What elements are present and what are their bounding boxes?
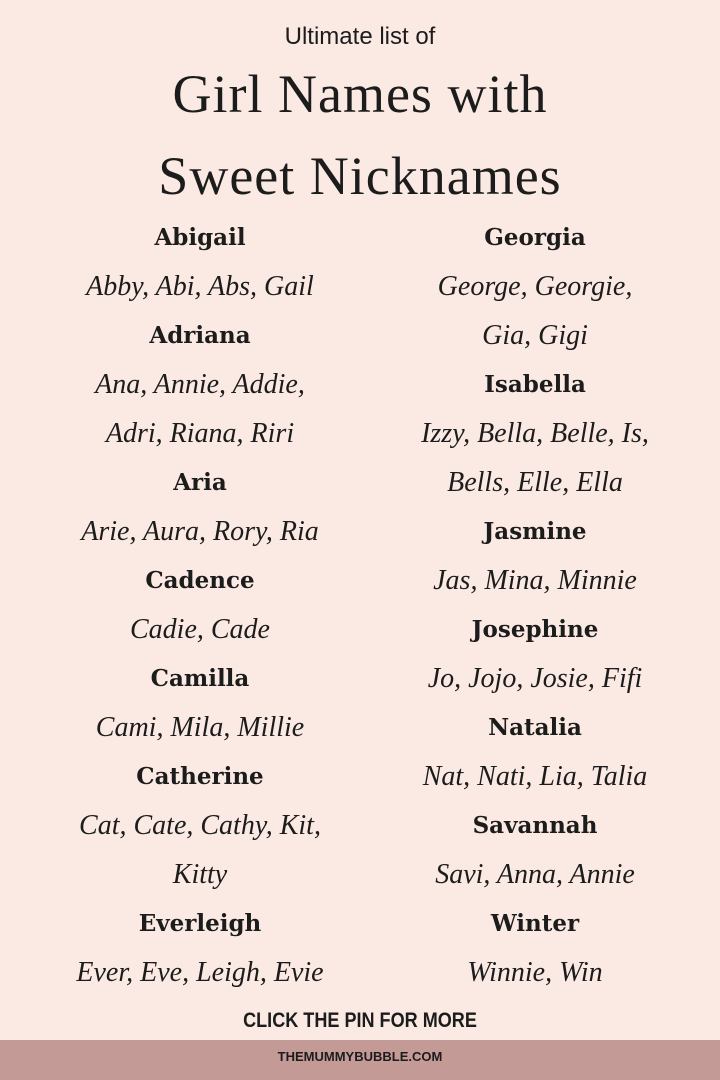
girl-name: Josephine xyxy=(471,616,599,643)
nickname-line: Ana, Annie, Addie, xyxy=(95,369,305,400)
nickname-line: Adri, Riana, Riri xyxy=(105,418,295,449)
nickname-line: Jo, Jojo, Josie, Fifi xyxy=(427,663,643,694)
girl-name: Georgia xyxy=(484,224,586,251)
names-column-left xyxy=(20,213,380,997)
names-column-right xyxy=(355,213,715,997)
nickname-line: Arie, Aura, Rory, Ria xyxy=(81,516,319,547)
nickname-line: Cadie, Cade xyxy=(130,614,270,645)
girl-name: Aria xyxy=(173,469,227,496)
title-line-1: Girl Names with xyxy=(172,64,548,124)
girl-name: Adriana xyxy=(149,322,251,349)
nickname-line: Nat, Nati, Lia, Talia xyxy=(422,761,648,792)
nickname-line: Jas, Mina, Minnie xyxy=(433,565,637,596)
nickname-line: Kitty xyxy=(172,859,228,890)
girl-name: Camilla xyxy=(150,665,250,692)
nickname-line: Abby, Abi, Abs, Gail xyxy=(86,271,314,302)
girl-name: Natalia xyxy=(488,714,582,741)
click-the-pin-link[interactable]: CLICK THE PIN FOR MORE xyxy=(243,1009,477,1032)
nickname-line: Cat, Cate, Cathy, Kit, xyxy=(79,810,321,841)
nickname-line: Izzy, Bella, Belle, Is, xyxy=(421,418,649,449)
girl-name: Winter xyxy=(490,910,580,937)
nickname-line: Cami, Mila, Millie xyxy=(95,712,305,743)
nickname-line: Winnie, Win xyxy=(467,957,603,988)
nickname-line: Gia, Gigi xyxy=(482,320,588,351)
nickname-line: Ever, Eve, Leigh, Evie xyxy=(76,957,324,988)
nickname-line: Bells, Elle, Ella xyxy=(447,467,623,498)
girl-name: Abigail xyxy=(154,224,246,251)
nickname-line: Savi, Anna, Annie xyxy=(435,859,635,890)
footer-band xyxy=(0,1040,720,1080)
pretitle: Ultimate list of xyxy=(284,23,436,50)
girl-name: Everleigh xyxy=(138,910,262,937)
girl-name: Catherine xyxy=(136,763,264,790)
girl-name: Cadence xyxy=(145,567,255,594)
girl-name: Isabella xyxy=(484,371,586,398)
title-line-2: Sweet Nicknames xyxy=(158,146,562,206)
site-url[interactable]: THEMUMMYBUBBLE.COM xyxy=(277,1049,443,1064)
nickname-line: George, Georgie, xyxy=(437,271,633,302)
girl-name: Savannah xyxy=(472,812,598,839)
girl-name: Jasmine xyxy=(483,518,587,545)
